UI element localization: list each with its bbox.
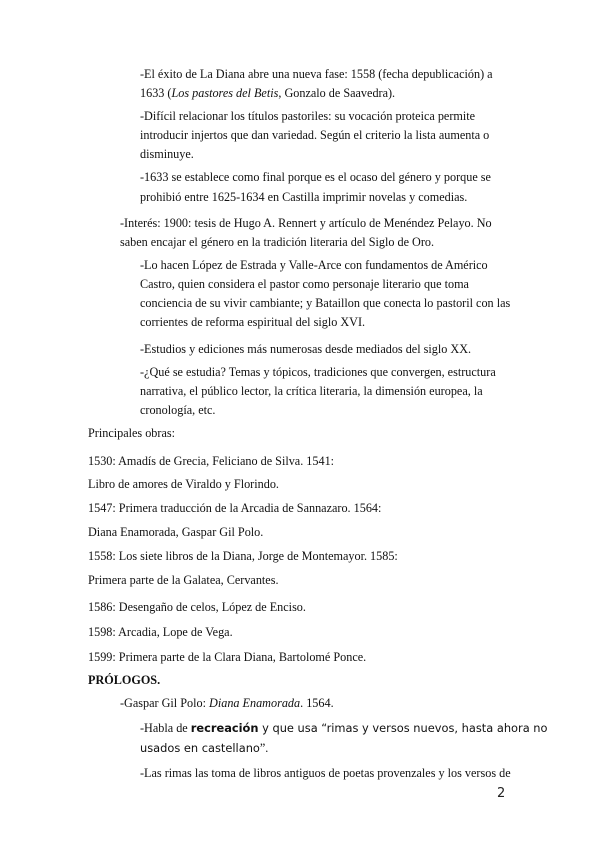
text-line: -Gaspar Gil Polo: Diana Enamorada. 1564. [120,696,334,710]
text-line: saben encajar el género en la tradición literaria del Siglo de Oro. [120,235,435,249]
text-line: prohibió entre 1625-1634 en Castilla imprimir novelas y comedias. [140,190,468,204]
works-item: Primera parte de la Galatea, Cervantes. [88,573,279,587]
text-line: -Estudios y ediciones más numerosas desde mediados del siglo XX. [140,342,472,356]
works-item: 1586: Desengaño de celos, López de Enciso. [88,600,306,614]
italic-title: Los pastores del Betis [171,86,279,100]
works-item: Libro de amores de Viraldo y Florindo. [88,477,279,491]
text-line: usados en castellano”. [140,741,269,755]
text-line: -1633 se establece como final porque es el ocaso del género y porque se [140,170,491,184]
text-line: conciencia de su vivir cambiante; y Bataillon que conecta lo pastoril con las [140,296,511,310]
text-line: -Lo hacen López de Estrada y Valle-Arce con fundamentos de Américo [140,258,488,272]
section-label: Principales obras: [88,426,175,440]
text-line: -Difícil relacionar los títulos pastoriles: su vocación proteica permite [140,109,476,123]
page-number: 2 [497,786,506,801]
text-line: -El éxito de La Diana abre una nueva fase: 1558 (fecha depublicación) a [140,67,493,81]
works-item: 1530: Amadís de Grecia, Feliciano de Silva. 1541: [88,454,335,468]
works-item: 1599: Primera parte de la Clara Diana, Bartolomé Ponce. [88,650,367,664]
text-line: introducir injertos que dan variedad. Según el criterio la lista aumenta o [140,128,490,142]
works-item: 1547: Primera traducción de la Arcadia de Sannazaro. 1564: [88,501,382,515]
text-line: cronología, etc. [140,403,216,417]
works-item: 1598: Arcadia, Lope de Vega. [88,625,233,639]
text-line: -Las rimas las toma de libros antiguos de poetas provenzales y los versos de [140,766,511,780]
text-line: narrativa, el público lector, la crítica literaria, la dimensión europea, la [140,384,483,398]
works-item: 1558: Los siete libros de la Diana, Jorge de Montemayor. 1585: [88,549,398,563]
text-line: Castro, quien considera el pastor como personaje literario que toma [140,277,469,291]
works-item: Diana Enamorada, Gaspar Gil Polo. [88,525,264,539]
text-line: -¿Qué se estudia? Temas y tópicos, tradiciones que convergen, estructura [140,365,496,379]
text-line: -Habla de recreación y que usa “rimas y versos nuevos, hasta ahora no [140,721,548,735]
bold-term: recreación [190,721,259,735]
text-line: -Interés: 1900: tesis de Hugo A. Rennert y artículo de Menéndez Pelayo. No [120,216,492,230]
text-line: 1633 (Los pastores del Betis, Gonzalo de Saavedra). [140,86,396,100]
italic-title: Diana Enamorada [209,696,301,710]
text-line: corrientes de reforma espiritual del siglo XVI. [140,315,366,329]
text-line: disminuye. [140,147,194,161]
section-heading: PRÓLOGOS. [88,673,161,687]
